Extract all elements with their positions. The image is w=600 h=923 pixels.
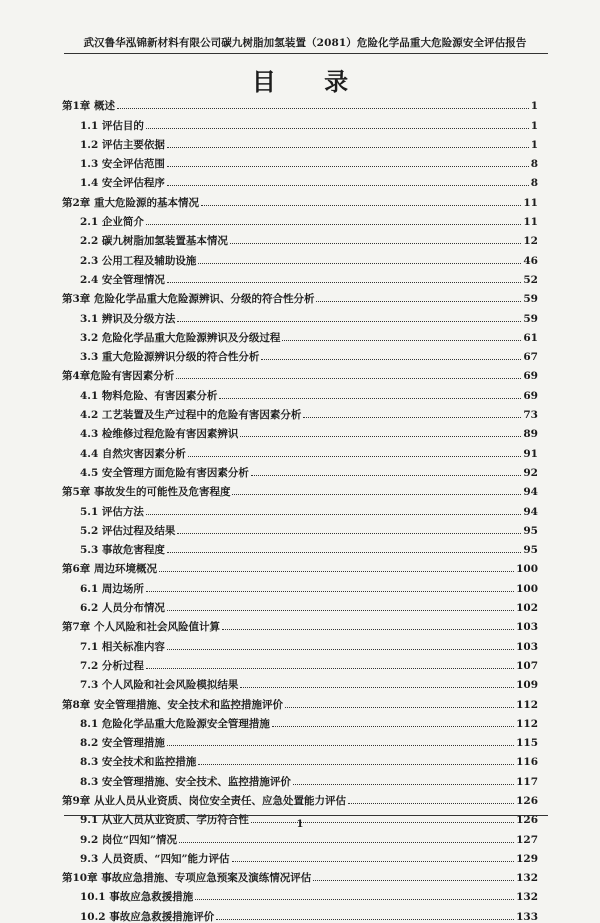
toc-chapter-entry[interactable]	[62, 614, 538, 633]
toc-dot-leader	[167, 147, 529, 148]
toc-section-entry[interactable]	[62, 112, 538, 131]
toc-entry-page-number: 115	[516, 737, 538, 750]
toc-dot-leader	[282, 340, 521, 341]
toc-chapter-entry[interactable]	[62, 189, 538, 208]
toc-entry-label: 1.3 安全评估范围	[80, 158, 165, 171]
toc-entry-page-number: 116	[516, 756, 538, 769]
toc-dot-leader	[293, 784, 514, 785]
toc-entry-label: 3.2 危险化学品重大危险源辨识及分级过程	[80, 331, 281, 344]
toc-chapter-entry[interactable]	[62, 286, 538, 305]
toc-dot-leader	[146, 668, 514, 669]
toc-dot-leader	[167, 185, 529, 186]
toc-entry-page-number: 91	[523, 447, 538, 460]
toc-entry-label: 4.4 自然灾害因素分析	[80, 447, 186, 460]
toc-dot-leader	[177, 321, 521, 322]
toc-entry-label: 9.2 岗位“四知”情况	[80, 833, 178, 846]
toc-entry-label: 4.1 物料危险、有害因素分析	[80, 389, 218, 402]
toc-title: 目 录	[251, 67, 369, 96]
toc-chapter-entry[interactable]	[62, 556, 538, 575]
toc-entry-page-number: 59	[523, 293, 538, 306]
toc-chapter-entry[interactable]	[62, 479, 538, 498]
toc-entry-label: 5.2 评估过程及结果	[80, 524, 176, 537]
toc-entry-label: 6.1 周边场所	[80, 582, 144, 595]
toc-section-entry[interactable]	[62, 749, 538, 768]
toc-section-entry[interactable]	[62, 575, 538, 594]
report-header: 武汉鲁华泓锦新材料有限公司碳九树脂加氢装置（2081）危险化学品重大危险源安全评估报告	[83, 37, 527, 49]
toc-dot-leader	[198, 764, 514, 765]
toc-section-entry[interactable]	[62, 421, 538, 440]
toc-entry-page-number: 107	[516, 659, 538, 672]
toc-dot-leader	[167, 166, 529, 167]
toc-dot-leader	[167, 552, 521, 553]
toc-entry-label: 3.3 重大危险源辨识分级的符合性分析	[80, 351, 260, 364]
toc-dot-leader	[313, 880, 514, 881]
toc-entry-label: 8.3 安全管理措施、安全技术、监控措施评价	[80, 775, 291, 788]
toc-dot-leader	[240, 436, 521, 437]
toc-entry-label: 第1章 概述	[62, 100, 115, 113]
toc-entry-page-number: 102	[516, 602, 538, 615]
toc-entry-label: 8.3 安全技术和监控措施	[80, 756, 197, 769]
toc-entry-label: 第4章危险有害因素分析	[62, 370, 175, 383]
toc-entry-label: 3.1 辨识及分级方法	[80, 312, 176, 325]
toc-entry-page-number: 1	[530, 100, 538, 113]
toc-entry-label: 8.1 危险化学品重大危险源安全管理措施	[80, 717, 270, 730]
toc-section-entry[interactable]	[62, 170, 538, 189]
toc-section-entry[interactable]	[62, 595, 538, 614]
toc-section-entry[interactable]	[62, 325, 538, 344]
toc-entry-label: 第5章 事故发生的可能性及危害程度	[62, 486, 231, 499]
toc-section-entry[interactable]	[62, 768, 538, 787]
toc-dot-leader	[348, 803, 514, 804]
toc-entry-page-number: 132	[516, 891, 538, 904]
toc-entry-label: 第7章 个人风险和社会风险值计算	[62, 621, 220, 634]
toc-chapter-entry[interactable]	[62, 691, 538, 710]
toc-entry-page-number: 8	[530, 158, 538, 171]
toc-dot-leader	[167, 649, 514, 650]
toc-dot-leader	[232, 861, 515, 862]
toc-section-entry[interactable]	[62, 132, 538, 151]
toc-entry-label: 第9章 从业人员从业资质、岗位安全责任、应急处置能力评估	[62, 794, 346, 807]
footer-page-number: 1	[296, 819, 304, 830]
toc-section-entry[interactable]	[62, 537, 538, 556]
toc-section-entry[interactable]	[62, 460, 538, 479]
toc-dot-leader	[285, 707, 514, 708]
toc-entry-label: 9.1 从业人员从业资质、学历符合性	[80, 814, 249, 827]
toc-entry-page-number: 94	[523, 486, 538, 499]
toc-entry-page-number: 12	[523, 235, 538, 248]
toc-dot-leader	[232, 494, 521, 495]
toc-section-entry[interactable]	[62, 228, 538, 247]
toc-section-entry[interactable]	[62, 672, 538, 691]
toc-section-entry[interactable]	[62, 518, 538, 537]
toc-entry-label: 4.5 安全管理方面危险有害因素分析	[80, 466, 249, 479]
toc-dot-leader	[195, 899, 514, 900]
toc-dot-leader	[146, 591, 514, 592]
toc-entry-label: 1.1 评估目的	[80, 119, 144, 132]
toc-entry-label: 1.2 评估主要依据	[80, 138, 165, 151]
toc-entry-page-number: 100	[516, 582, 538, 595]
toc-entry-label: 4.3 检维修过程危险有害因素辨识	[80, 428, 239, 441]
toc-entry-page-number: 1	[530, 138, 538, 151]
toc-entry-page-number: 69	[523, 370, 538, 383]
toc-dot-leader	[167, 745, 514, 746]
toc-dot-leader	[146, 224, 521, 225]
toc-entry-label: 8.2 安全管理措施	[80, 737, 165, 750]
toc-dot-leader	[316, 301, 521, 302]
toc-entry-page-number: 46	[523, 254, 538, 267]
toc-section-entry[interactable]	[62, 151, 538, 170]
toc-entry-page-number: 11	[523, 196, 538, 209]
toc-dot-leader	[303, 417, 521, 418]
toc-section-entry[interactable]	[62, 711, 538, 730]
toc-entry-label: 9.3 人员资质、“四知”能力评估	[80, 852, 230, 865]
toc-chapter-entry[interactable]	[62, 93, 538, 112]
toc-entry-page-number: 89	[523, 428, 538, 441]
toc-dot-leader	[240, 687, 514, 688]
toc-entry-label: 第3章 危险化学品重大危险源辨识、分级的符合性分析	[62, 293, 315, 306]
toc-entry-page-number: 95	[523, 524, 538, 537]
toc-entry-page-number: 8	[530, 177, 538, 190]
toc-dot-leader	[188, 456, 521, 457]
toc-section-entry[interactable]	[62, 402, 538, 421]
toc-entry-page-number: 133	[516, 910, 538, 923]
toc-entry-label: 6.2 人员分布情况	[80, 602, 165, 615]
toc-entry-page-number: 59	[523, 312, 538, 325]
header-divider	[64, 53, 548, 54]
toc-entry-page-number: 92	[523, 466, 538, 479]
toc-dot-leader	[117, 108, 529, 109]
toc-entry-label: 2.1 企业简介	[80, 216, 144, 229]
toc-entry-page-number: 129	[516, 852, 538, 865]
toc-dot-leader	[230, 243, 521, 244]
toc-section-entry[interactable]	[62, 653, 538, 672]
toc-entry-page-number: 103	[516, 640, 538, 653]
toc-chapter-entry[interactable]	[62, 788, 538, 807]
toc-dot-leader	[251, 475, 521, 476]
toc-section-entry[interactable]	[62, 498, 538, 517]
toc-section-entry[interactable]	[62, 382, 538, 401]
toc-dot-leader	[219, 398, 521, 399]
toc-entry-page-number: 127	[516, 833, 538, 846]
toc-entry-page-number: 61	[523, 331, 538, 344]
toc-entry-label: 7.3 个人风险和社会风险模拟结果	[80, 679, 239, 692]
toc-entry-page-number: 100	[516, 563, 538, 576]
toc-section-entry[interactable]	[62, 247, 538, 266]
toc-entry-label: 第6章 周边环境概况	[62, 563, 157, 576]
toc-entry-page-number: 103	[516, 621, 538, 634]
toc-entry-label: 10.2 事故应急救援措施评价	[80, 910, 215, 923]
toc-dot-leader	[216, 919, 514, 920]
toc-entry-page-number: 109	[516, 679, 538, 692]
toc-section-entry[interactable]	[62, 440, 538, 459]
toc-section-entry[interactable]	[62, 884, 538, 903]
toc-entry-label: 5.1 评估方法	[80, 505, 144, 518]
toc-entry-page-number: 1	[530, 119, 538, 132]
toc-chapter-entry[interactable]	[62, 865, 538, 884]
toc-section-entry[interactable]	[62, 633, 538, 652]
toc-entry-label: 4.2 工艺装置及生产过程中的危险有害因素分析	[80, 409, 302, 422]
toc-dot-leader	[201, 205, 521, 206]
toc-dot-leader	[167, 610, 514, 611]
toc-dot-leader	[261, 359, 521, 360]
toc-entry-page-number: 132	[516, 872, 538, 885]
toc-entry-page-number: 52	[523, 273, 538, 286]
toc-section-entry[interactable]	[62, 267, 538, 286]
toc-entry-page-number: 67	[523, 351, 538, 364]
toc-entry-label: 第8章 安全管理措施、安全技术和监控措施评价	[62, 698, 283, 711]
toc-entry-page-number: 94	[523, 505, 538, 518]
toc-entry-page-number: 73	[523, 409, 538, 422]
toc-entry-page-number: 126	[516, 794, 538, 807]
toc-entry-label: 1.4 安全评估程序	[80, 177, 165, 190]
toc-dot-leader	[146, 514, 521, 515]
toc-entry-label: 5.3 事故危害程度	[80, 544, 165, 557]
toc-entry-label: 10.1 事故应急救援措施	[80, 891, 194, 904]
toc-section-entry[interactable]	[62, 846, 538, 865]
toc-entry-label: 第10章 事故应急措施、专项应急预案及演练情况评估	[62, 872, 312, 885]
toc-section-entry[interactable]	[62, 730, 538, 749]
toc-entry-page-number: 11	[523, 216, 538, 229]
toc-dot-leader	[176, 378, 521, 379]
toc-dot-leader	[272, 726, 514, 727]
toc-entry-page-number: 95	[523, 544, 538, 557]
toc-section-entry[interactable]	[62, 305, 538, 324]
toc-section-entry[interactable]	[62, 903, 538, 922]
toc-entry-label: 第2章 重大危险源的基本情况	[62, 196, 199, 209]
toc-dot-leader	[167, 282, 521, 283]
toc-section-entry[interactable]	[62, 209, 538, 228]
toc-dot-leader	[222, 629, 514, 630]
toc-entry-label: 2.3 公用工程及辅助设施	[80, 254, 197, 267]
toc-chapter-entry[interactable]	[62, 363, 538, 382]
toc-entry-label: 7.2 分析过程	[80, 659, 144, 672]
toc-entry-label: 2.2 碳九树脂加氢装置基本情况	[80, 235, 228, 248]
toc-dot-leader	[146, 128, 529, 129]
toc-entry-label: 2.4 安全管理情况	[80, 273, 165, 286]
toc-entry-page-number: 117	[516, 775, 538, 788]
toc-entry-label: 7.1 相关标准内容	[80, 640, 165, 653]
toc-dot-leader	[179, 842, 514, 843]
toc-section-entry[interactable]	[62, 344, 538, 363]
toc-dot-leader	[198, 263, 521, 264]
toc-dot-leader	[159, 571, 514, 572]
toc-entry-page-number: 112	[516, 717, 538, 730]
toc-entry-page-number: 69	[523, 389, 538, 402]
toc-entry-page-number: 126	[516, 814, 538, 827]
table-of-contents	[62, 93, 538, 923]
toc-entry-page-number: 112	[516, 698, 538, 711]
toc-dot-leader	[177, 533, 521, 534]
footer-divider	[64, 815, 548, 816]
